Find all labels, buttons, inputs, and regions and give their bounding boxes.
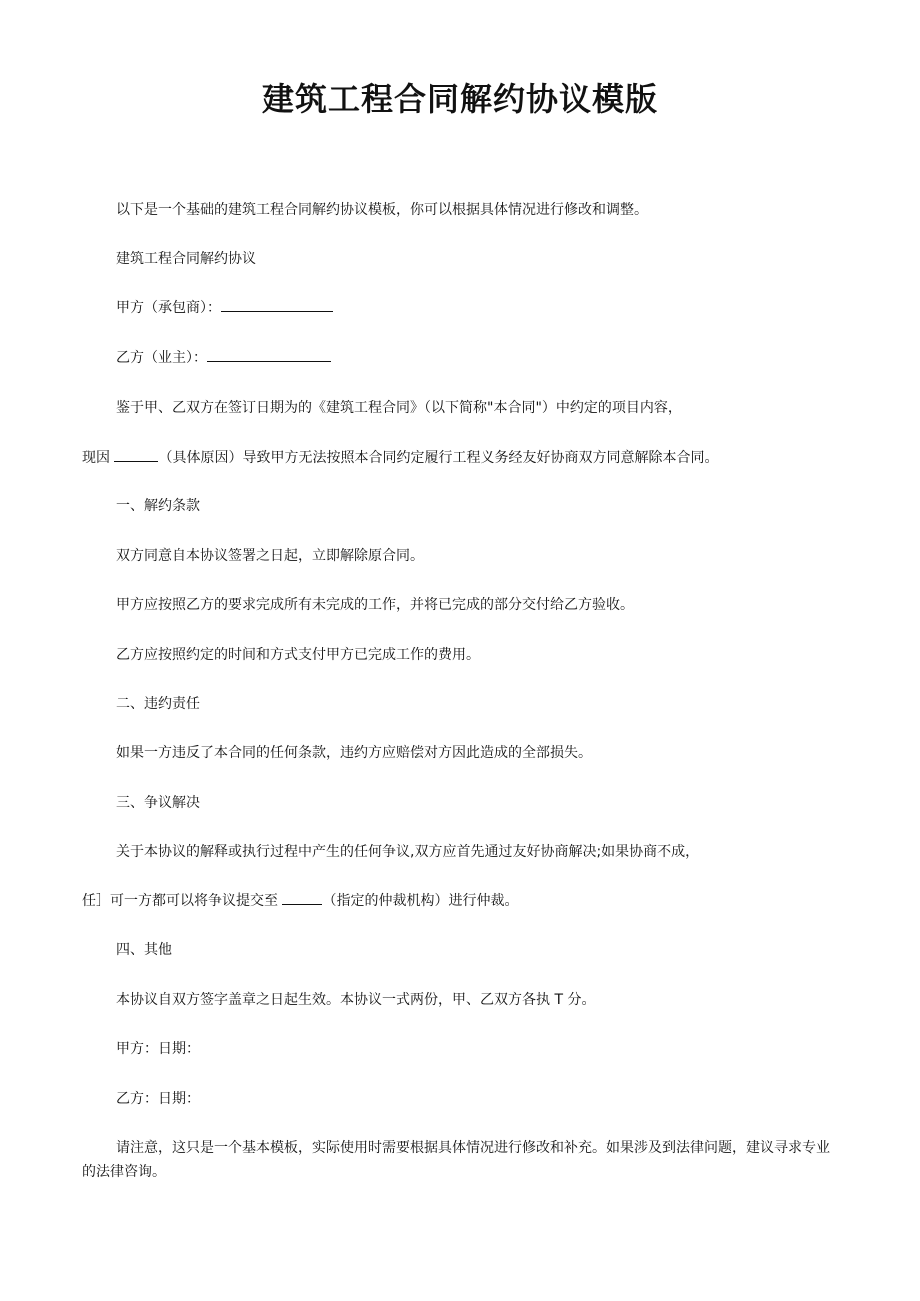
arbitration-blank[interactable] bbox=[282, 890, 322, 905]
whereas-line-2 bbox=[82, 446, 718, 470]
section-1-paragraph-3: 乙方应按照约定的时间和方式支付甲方已完成工作的费用。 bbox=[116, 647, 480, 663]
section-2-paragraph-1: 如果一方违反了本合同的任何条款，违约方应赔偿对方因此造成的全部损失。 bbox=[116, 745, 592, 761]
agreement-subtitle: 建筑工程合同解约协议 bbox=[116, 251, 256, 267]
intro-paragraph: 以下是一个基础的建筑工程合同解约协议模板，你可以根据具体情况进行修改和调整。 bbox=[116, 202, 648, 218]
party-a-blank[interactable] bbox=[221, 297, 333, 312]
section-3-paragraph-1: 关于本协议的解释或执行过程中产生的任何争议,双方应首先通过友好协商解决;如果协商不成， bbox=[116, 844, 700, 860]
section-4-heading: 四、其他 bbox=[116, 942, 172, 958]
signature-party-a: 甲方：日期： bbox=[116, 1041, 200, 1057]
arbitration-suffix: （指定的仲裁机构）进行仲裁。 bbox=[322, 893, 519, 909]
party-a-label: 甲方（承包商）： bbox=[116, 300, 221, 316]
section-3-paragraph-2 bbox=[82, 889, 518, 913]
document-title: 建筑工程合同解约协议模版 bbox=[261, 80, 658, 118]
whereas-prefix: 现因 bbox=[82, 450, 115, 466]
section-1-paragraph-2: 甲方应按照乙方的要求完成所有未完成的工作，并将已完成的部分交付给乙方验收。 bbox=[116, 597, 634, 613]
whereas-line-1: 鉴于甲、乙双方在签订日期为的《建筑工程合同》（以下简称"本合同"）中约定的项目内容， bbox=[116, 400, 682, 416]
closing-note: 请注意，这只是一个基本模板，实际使用时需要根据具体情况进行修改和补充。如果涉及到法律问题，建议寻求专业的法律咨询。 bbox=[82, 1140, 830, 1180]
party-b-label: 乙方（业主）： bbox=[116, 350, 207, 366]
arbitration-prefix: 任］可一方都可以将争议提交至 bbox=[82, 893, 283, 909]
signature-party-b: 乙方：日期： bbox=[116, 1091, 200, 1107]
party-a-line bbox=[116, 296, 333, 320]
party-b-blank[interactable] bbox=[207, 347, 331, 362]
section-1-paragraph-1: 双方同意自本协议签署之日起，立即解除原合同。 bbox=[116, 548, 424, 564]
whereas-suffix: （具体原因）导致甲方无法按照本合同约定履行工程义务经友好协商双方同意解除本合同。 bbox=[158, 450, 719, 466]
section-1-heading: 一、解约条款 bbox=[116, 498, 200, 514]
party-b-line bbox=[116, 346, 331, 370]
section-2-heading: 二、违约责任 bbox=[116, 696, 200, 712]
reason-blank[interactable] bbox=[114, 447, 158, 462]
section-4-paragraph-1: 本协议自双方签字盖章之日起生效。本协议一式两份，甲、乙双方各执 T 分。 bbox=[116, 992, 596, 1008]
section-3-heading: 三、争议解决 bbox=[116, 795, 200, 811]
